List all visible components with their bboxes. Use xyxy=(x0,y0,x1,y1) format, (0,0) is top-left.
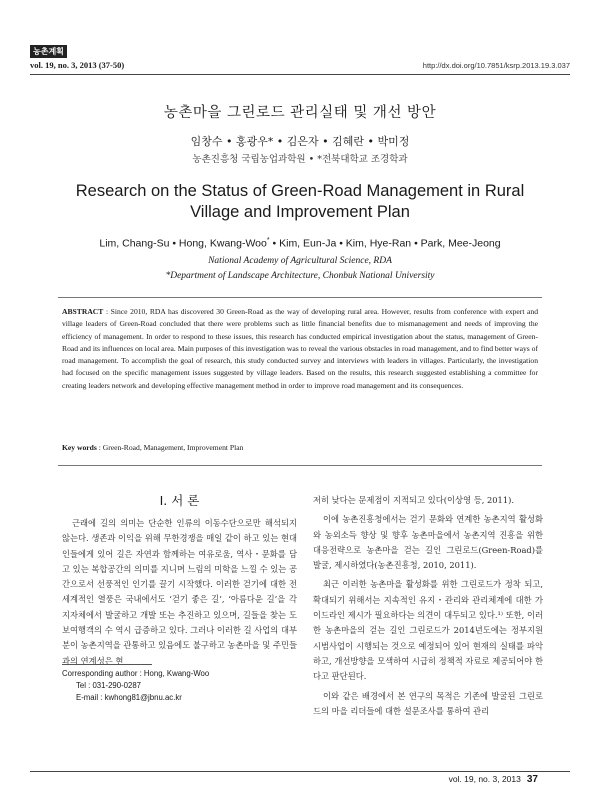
body-paragraph: 이에 농촌진흥청에서는 걷기 문화와 연계한 농촌지역 활성화와 농외소득 향상 및 향후 농촌마을에서 농촌지역 진흥을 위한 대응전략으로 농촌마을 걷는 길인 그린로드(Green-Road)를 발굴, 제시하였다(농촌진흥청, 2010, 2011). xyxy=(313,514,543,571)
keywords-label: Key words xyxy=(62,443,97,452)
abstract-text: : Since 2010, RDA has discovered 30 Green-Road as the way of developing rural area. However, results from conference with expert and village leaders of Green-Road concluded that there were problems such as little financial benefits due to mismanagement and needs of improving the efficiency of management. In order to respond to these issues, this research has conducted empirical investigation about the status, management of Green-Road and its influences on local area. Main purposes of this investigation was to reveal the various obstacles in road management, and to find better ways of road management. To accomplish the goal of research, this study conducted survey and interviews with leaders in villages. Particularly, the investigation had focused on the specific management issues suggested by village leaders. Based on the results, this research suggested establishing a committee for creating leaders network and developing effective management method in order to improve road management and its consequences. xyxy=(62,307,538,390)
affiliation-english-2: *Department of Landscape Architecture, Chonbuk National University xyxy=(165,271,435,281)
abstract-label: ABSTRACT xyxy=(62,307,104,316)
right-column xyxy=(313,493,543,719)
page-number: 37 xyxy=(526,774,538,785)
corresponding-email[interactable]: E-mail : kwhong81@jbnu.ac.kr xyxy=(76,693,182,702)
issue-info: vol. 19, no. 3, 2013 (37-50) xyxy=(30,60,125,70)
title-english: Research on the Status of Green-Road Management in Rural Village and Improvement Plan xyxy=(75,182,525,221)
journal-badge: 농촌계획 xyxy=(30,45,67,58)
authors-english-part2: • Kim, Eun-Ja • Kim, Hye-Ran • Park, Mee-Jeong xyxy=(269,237,501,250)
affiliation-english-1: National Academy of Agricultural Science, RDA xyxy=(208,256,392,266)
abstract-rule-bottom xyxy=(58,465,542,466)
abstract-rule-top xyxy=(58,297,542,298)
footer xyxy=(449,774,538,785)
footer-issue: vol. 19, no. 3, 2013 xyxy=(448,774,521,784)
affiliation-korean: 농촌진흥청 국립농업과학원 • *전북대학교 조경학과 xyxy=(192,154,408,165)
title-korean: 농촌마을 그린로드 관리실태 및 개선 방안 xyxy=(163,105,437,121)
authors-korean: 임창수 • 홍광우* • 김은자 • 김혜란 • 박미정 xyxy=(190,135,410,148)
body-paragraph: 저히 낮다는 문제점이 지적되고 있다(이상영 등, 2011). xyxy=(313,495,514,505)
keywords xyxy=(62,443,538,452)
header-rule xyxy=(30,74,570,75)
left-column xyxy=(62,516,297,669)
footnote-rule xyxy=(62,664,152,665)
body-paragraph: 근래에 길의 의미는 단순한 인류의 이동수단으로만 해석되지 않는다. 생존과 이익을 위해 무한경쟁을 매일 같이 하고 있는 현대인들에게 있어 길은 자연과 함께하는 여유로움, 역사・문화를 담고 있는 복합공간의 의미를 지니며 느림의 미학을 느낄 수 있는 공간으로서 선풍적인 인기를 끌기 시작했다. 이러한 걷기에 대한 전 세계적인 열풍은 국내에서도 ‘걷기 좋은 길’, ‘아름다운 길’을 각 지자체에서 발굴하고 개발 또는 추진하고 있으며, 길들을 찾는 도보여행객의 수 역시 급증하고 있다. 그러나 이러한 길 사업의 대부분이 농촌지역을 관통하고 있음에도 불구하고 농촌마을 및 주민들과의 연계성은 현 xyxy=(62,518,297,666)
corresponding-mark: * xyxy=(266,237,270,244)
doi-link[interactable]: http://dx.doi.org/10.7851/ksrp.2013.19.3.037 xyxy=(422,61,570,70)
authors-english-part1: Lim, Chang-Su • Hong, Kwang-Woo xyxy=(99,237,267,250)
corresponding-tel: Tel : 031-290-0287 xyxy=(76,681,142,690)
corresponding-author: Corresponding author : Hong, Kwang-Woo xyxy=(62,669,210,678)
keywords-text: : Green-Road, Management, Improvement Plan xyxy=(96,443,244,452)
authors-english xyxy=(0,237,600,250)
correspondence xyxy=(62,668,209,704)
body-paragraph: 이와 같은 배경에서 본 연구의 목적은 기존에 발굴된 그린로드의 마을 리더들에 대한 설문조사를 통하여 관리 xyxy=(313,690,543,716)
body-paragraph: 최근 이러한 농촌마을 활성화를 위한 그린로드가 정착 되고, 확대되기 위해서는 지속적인 유지・관리와 관리체계에 대한 가이드라인 제시가 필요하다는 의견이 대두되고 있다.¹⁾ 또한, 이러한 농촌마을의 걷는 길인 그린로드가 2014년도에는 정부지원 시범사업이 시행되는 것으로 예정되어 있어 현재의 실태를 파악하고, 개선방향을 모색하여 시급히 정책적 자료로 제공되어야 한다고 판단된다. xyxy=(313,579,543,682)
abstract xyxy=(62,306,538,392)
footer-rule xyxy=(30,771,570,772)
section-heading: I. 서 론 xyxy=(159,493,200,508)
